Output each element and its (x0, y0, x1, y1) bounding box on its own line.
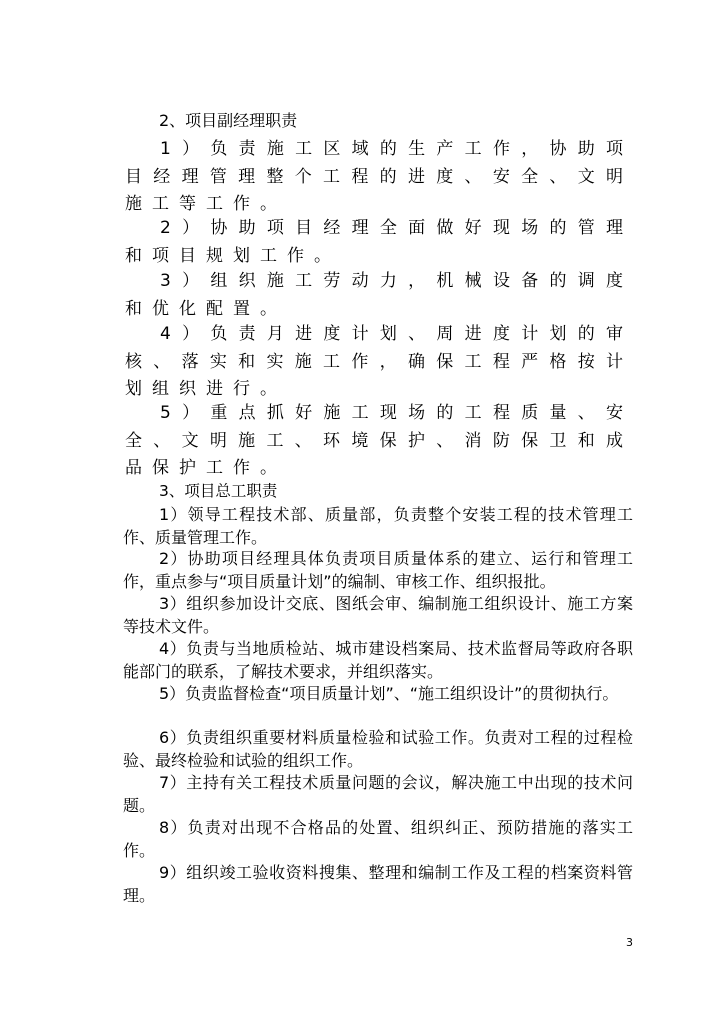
section-3-item-5: 5）负责监督检查“项目质量计划”、“施工组织设计”的贯彻执行。 (159, 684, 619, 703)
section-3-item-3: 3）组织参加设计交底、图纸会审、编制施工组织设计、施工方案等技术文件。 (123, 594, 633, 636)
section-2-item-5: 5）重点抓好施工现场的工程质量、安全、文明施工、环境保护、消防保卫和成品保护工作。 (125, 403, 633, 478)
page-number: 3 (626, 936, 633, 949)
section-3-item-8: 8）负责对出现不合格品的处置、组织纠正、预防措施的落实工作。 (123, 818, 633, 860)
section-2-item-4: 4）负责月进度计划、周进度计划的审核、落实和实施工作，确保工程严格按计划组织进行。 (125, 324, 633, 399)
section-2-item-3: 3）组织施工劳动力，机械设备的调度和优化配置。 (125, 271, 633, 319)
section-3-item-1: 1）领导工程技术部、质量部，负责整个安装工程的技术管理工作、质量管理工作。 (123, 505, 633, 547)
section-2-heading: 2、项目副经理职责 (159, 111, 298, 130)
section-2-item-2: 2）协助项目经理全面做好现场的管理和项目规划工作。 (125, 218, 633, 266)
section-2-item-1: 1）负责施工区域的生产工作，协助项目经理管理整个工程的进度、安全、文明施工等工作。 (125, 139, 633, 214)
section-3-item-9: 9）组织竣工验收资料搜集、整理和编制工作及工程的档案资料管理。 (123, 863, 633, 905)
section-3-heading: 3、项目总工职责 (159, 482, 278, 500)
section-3-item-2: 2）协助项目经理具体负责项目质量体系的建立、运行和管理工作，重点参与“项目质量计划”的编制、审核工作、组织报批。 (123, 549, 633, 591)
section-3-item-6: 6）负责组织重要材料质量检验和试验工作。负责对工程的过程检验、最终检验和试验的组织工作。 (123, 728, 633, 770)
section-3-item-7: 7）主持有关工程技术质量问题的会议，解决施工中出现的技术问题。 (123, 773, 633, 815)
section-3-item-4: 4）负责与当地质检站、城市建设档案局、技术监督局等政府各职能部门的联系，了解技术要求，并组织落实。 (123, 639, 633, 681)
